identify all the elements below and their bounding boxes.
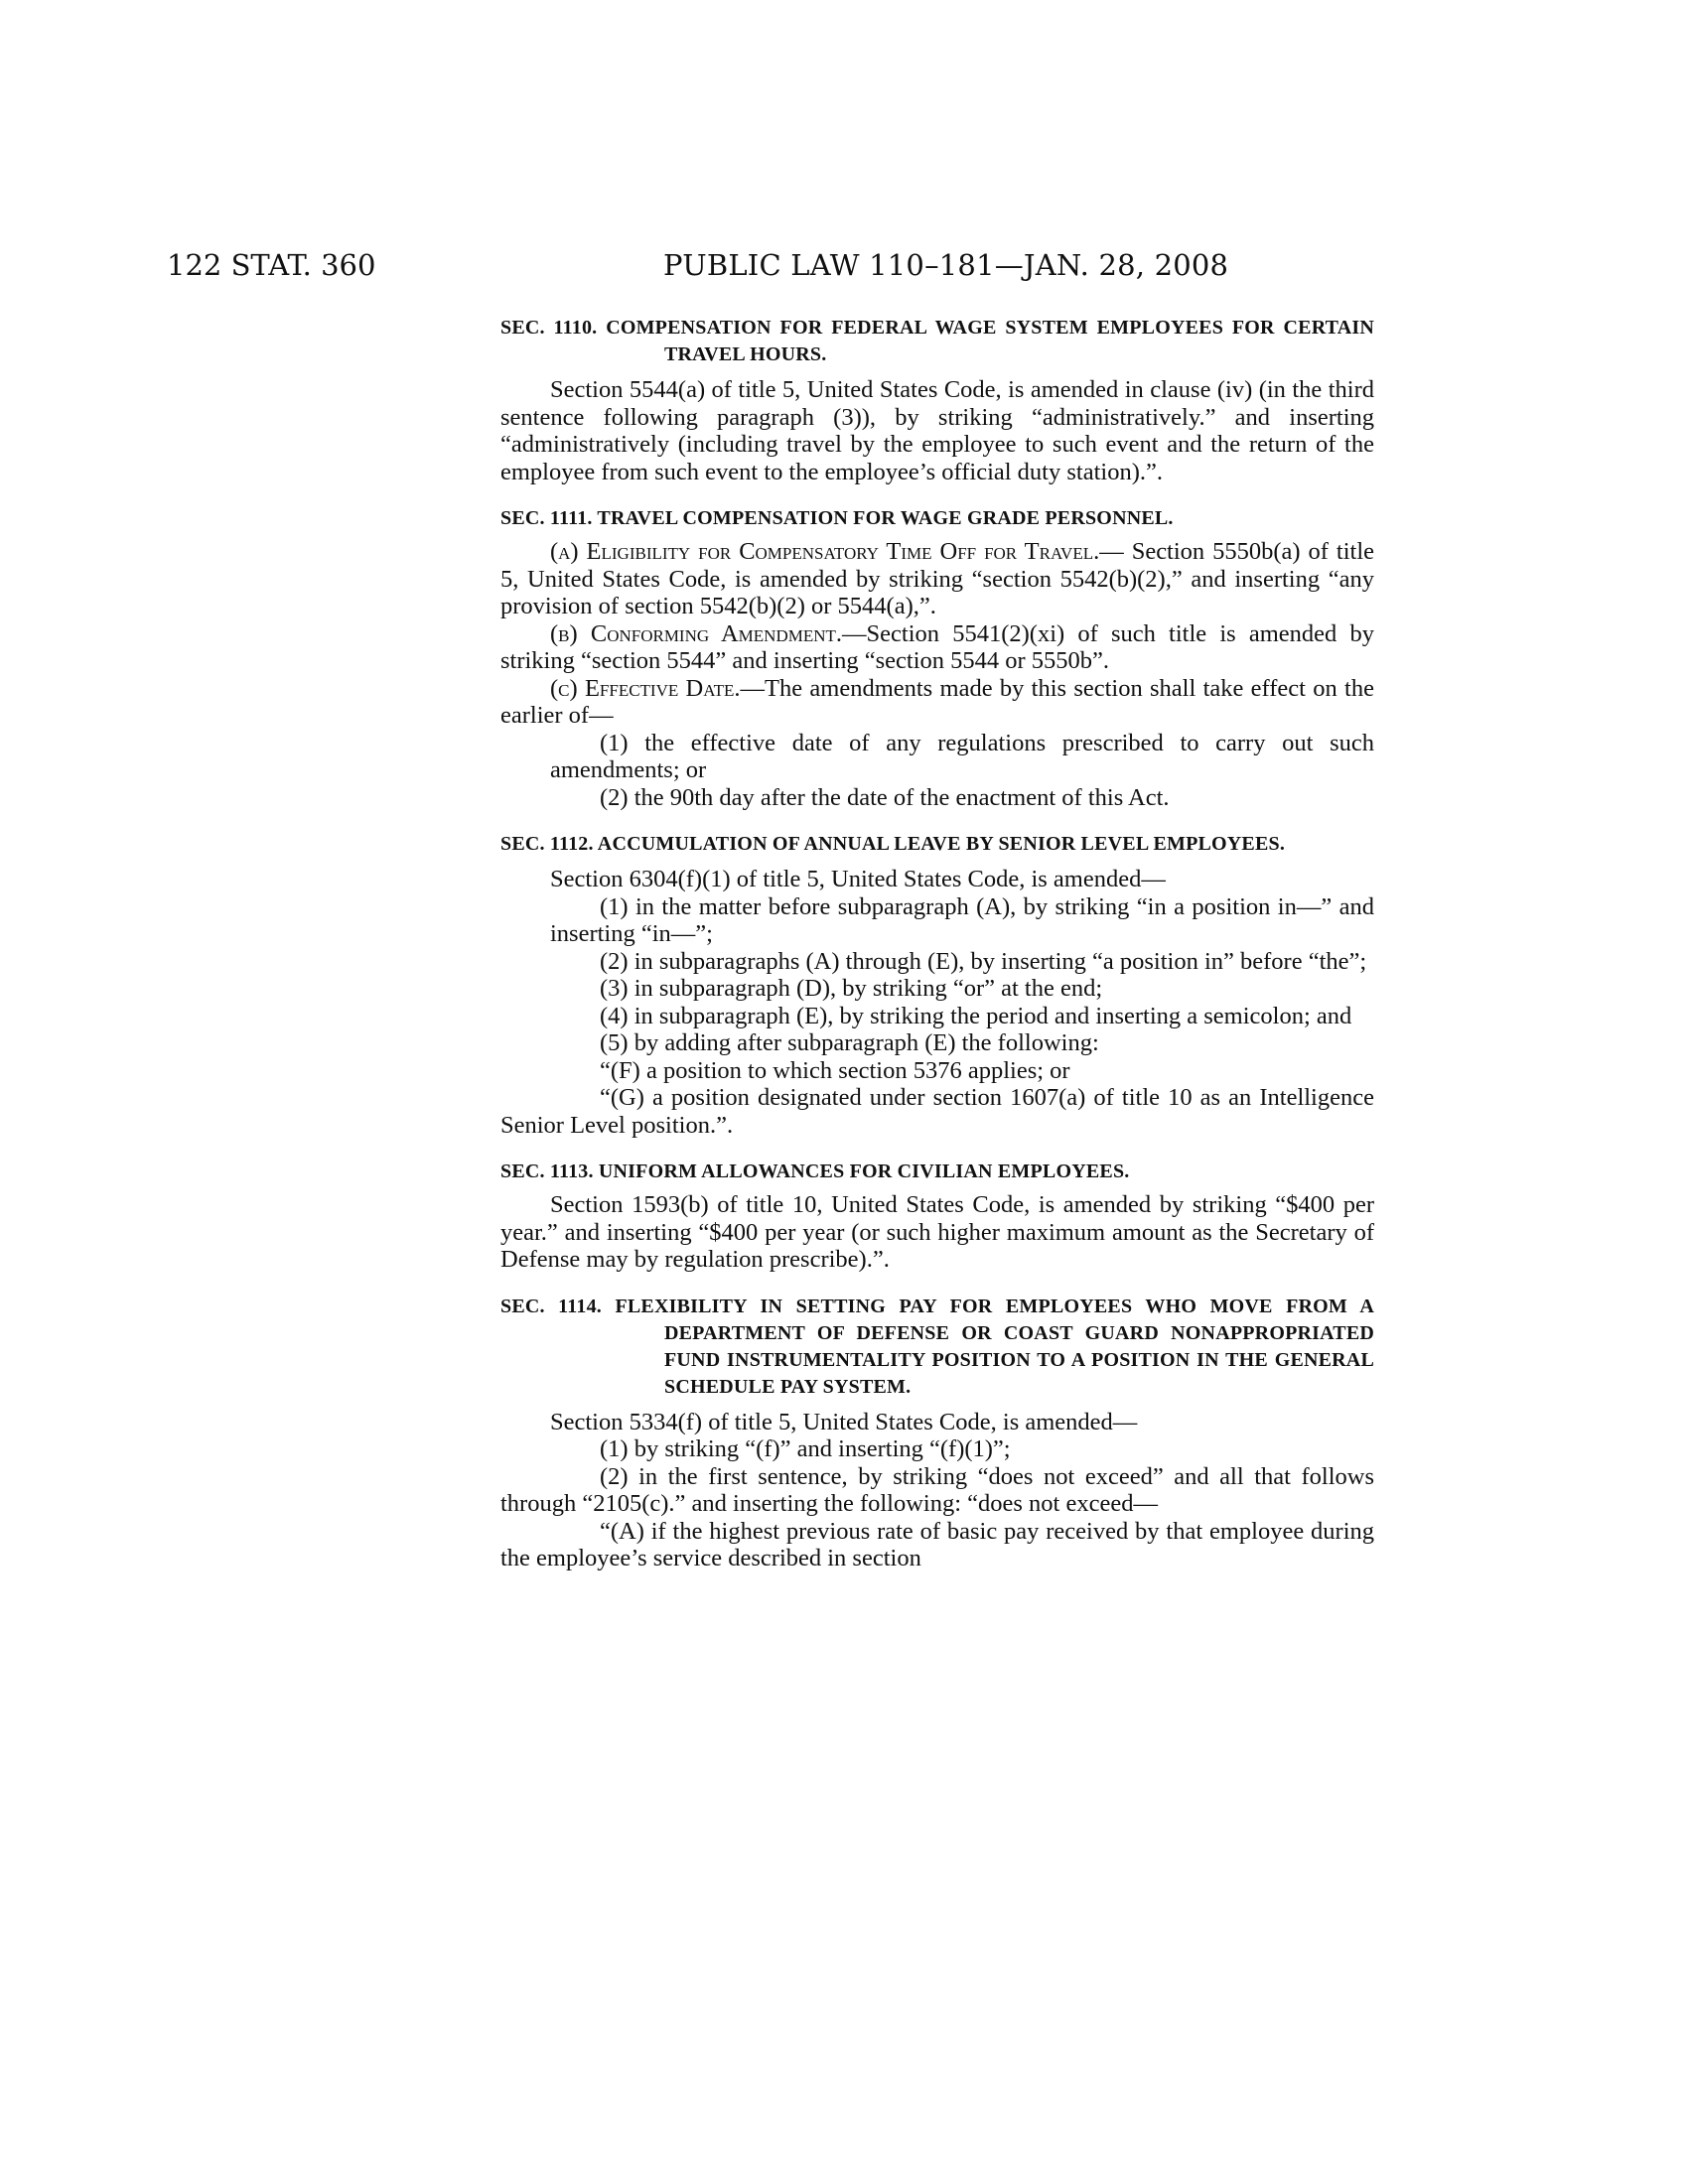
section-1112-paragraph-3: (3) in subparagraph (D), by striking “or” at the end; bbox=[600, 975, 1103, 1002]
document-body bbox=[500, 315, 1374, 1572]
section-1112-subparagraph-g: “(G) a position designated under section 1607(a) of title 10 as an Intelligence Senior Level position.”. bbox=[500, 1084, 1374, 1139]
section-1112-intro: Section 6304(f)(1) of title 5, United States Code, is amended— bbox=[550, 866, 1166, 892]
section-1111-heading: SEC. 1111. TRAVEL COMPENSATION FOR WAGE GRADE PERSONNEL. bbox=[500, 507, 1174, 529]
subsection-b-label: (b) Conforming Amendment.— bbox=[550, 619, 867, 647]
subsection-c-paragraph-1: (1) the effective date of any regulations prescribed to carry out such amendments; or bbox=[550, 729, 1374, 783]
subsection-c-text: The amendments made by this section shall take effect on the earlier of— bbox=[500, 674, 1374, 729]
section-1112-paragraph-5: (5) by adding after subparagraph (E) the following: bbox=[600, 1029, 1099, 1056]
section-1112-subparagraph-f: “(F) a position to which section 5376 applies; or bbox=[600, 1056, 1070, 1084]
section-1114 bbox=[500, 1294, 1374, 1572]
subsection-b-text: Section 5541(2)(xi) of such title is amended by striking “section 5544” and inserting “section 5544 or 5550b”. bbox=[500, 619, 1375, 674]
subsection-a-text: Section 5550b(a) of title 5, United States Code, is amended by striking “section 5542(b)(2),” and inserting “any provision of section 5542(b)(2) or 5544(a),”. bbox=[500, 538, 1374, 619]
section-1114-heading: SEC. 1114. FLEXIBILITY IN SETTING PAY FOR EMPLOYEES WHO MOVE FROM A DEPARTMENT OF DEFENSE OR COAST GUARD NONAPPROPRIATED FUND INSTRUMENTALITY POSITION TO A POSITION IN THE GENERAL SCHEDULE PAY SYSTEM. bbox=[500, 1295, 1374, 1398]
section-1112-paragraph-4: (4) in subparagraph (E), by striking the period and inserting a semicolon; and bbox=[600, 1002, 1352, 1029]
section-1111 bbox=[500, 505, 1374, 811]
statute-page-number: 122 STAT. 360 bbox=[167, 248, 376, 282]
section-1112 bbox=[500, 831, 1374, 1139]
section-1111-subsection-b bbox=[500, 620, 1374, 675]
subsection-a-label: (a) Eligibility for Compensatory Time Off for Travel.— bbox=[550, 538, 1124, 565]
section-1110-body: Section 5544(a) of title 5, United States Code, is amended in clause (iv) (in the third sentence following paragraph (3)), by striking “administratively.” and inserting “administratively (including travel by the employee to such event and the return of the employee from such event to the employee’s official duty station).”. bbox=[500, 376, 1374, 485]
section-1113 bbox=[500, 1159, 1374, 1274]
subsection-c-paragraph-2: (2) the 90th day after the date of the enactment of this Act. bbox=[600, 783, 1170, 811]
section-1111-subsection-c bbox=[500, 675, 1374, 730]
section-1110 bbox=[500, 315, 1374, 485]
section-1114-paragraph-2: (2) in the first sentence, by striking “does not exceed” and all that follows through “2105(c).” and inserting the following: “does not exceed— bbox=[500, 1462, 1374, 1517]
page-header bbox=[0, 248, 1688, 288]
section-1113-body: Section 1593(b) of title 10, United States Code, is amended by striking “$400 per year.” and inserting “$400 per year (or such higher maximum amount as the Secretary of Defense may by regulation prescribe).”. bbox=[500, 1191, 1374, 1273]
public-law-citation: PUBLIC LAW 110–181—JAN. 28, 2008 bbox=[663, 248, 1229, 282]
section-1112-paragraph-2: (2) in subparagraphs (A) through (E), by inserting “a position in” before “the”; bbox=[600, 947, 1367, 975]
section-1112-heading: SEC. 1112. ACCUMULATION OF ANNUAL LEAVE BY SENIOR LEVEL EMPLOYEES. bbox=[500, 833, 1286, 855]
section-1114-paragraph-1: (1) by striking “(f)” and inserting “(f)(1)”; bbox=[600, 1435, 1011, 1462]
section-1111-subsection-a bbox=[500, 538, 1374, 620]
section-1112-paragraph-1: (1) in the matter before subparagraph (A), by striking “in a position in—” and inserting “in—”; bbox=[550, 892, 1374, 947]
section-1110-heading: SEC. 1110. COMPENSATION FOR FEDERAL WAGE SYSTEM EMPLOYEES FOR CERTAIN TRAVEL HOURS. bbox=[500, 317, 1374, 365]
section-1113-heading: SEC. 1113. UNIFORM ALLOWANCES FOR CIVILIAN EMPLOYEES. bbox=[500, 1160, 1130, 1182]
subsection-c-label: (c) Effective Date.— bbox=[550, 674, 766, 702]
section-1114-subparagraph-a: “(A) if the highest previous rate of basic pay received by that employee during the employee’s service described in section bbox=[500, 1517, 1374, 1571]
section-1114-intro: Section 5334(f) of title 5, United States Code, is amended— bbox=[550, 1408, 1138, 1435]
